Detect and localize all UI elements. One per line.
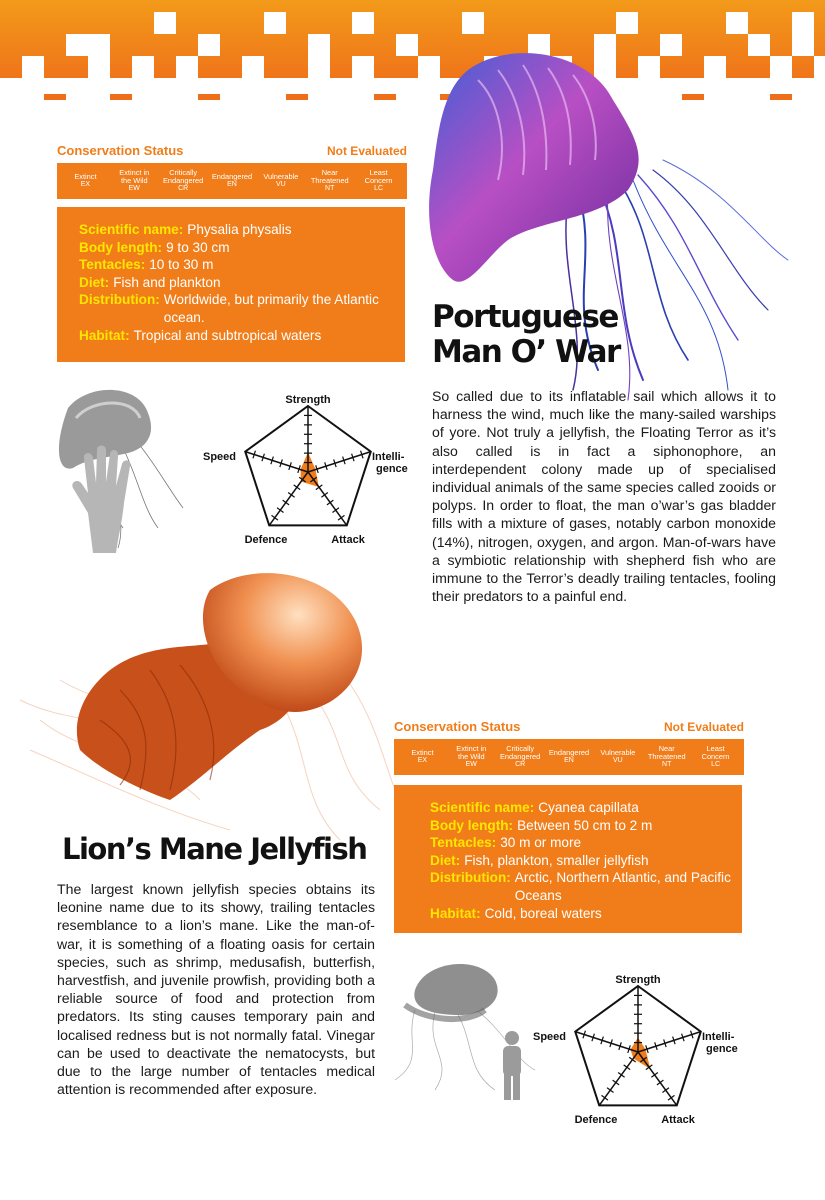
- status-lc: [691, 739, 740, 775]
- status-code: NT: [325, 185, 335, 193]
- fact-value: Physalia physalis: [187, 222, 292, 237]
- fact-row: [79, 256, 397, 274]
- status-code: CR: [178, 185, 189, 193]
- status-name: Threatened: [310, 175, 349, 185]
- fact-value: Between 50 cm to 2 m: [517, 817, 653, 833]
- status-name: Least: [706, 743, 725, 753]
- status-nt: [305, 163, 354, 199]
- lions-mane-stats-chart: [530, 970, 745, 1130]
- status-code: NT: [662, 761, 672, 769]
- status-nt: [642, 739, 691, 775]
- label-strength: Strength: [615, 974, 661, 986]
- label-intelligence: gence: [376, 463, 408, 475]
- status-vu: [593, 739, 642, 775]
- fact-row: [79, 221, 397, 239]
- fact-row: [79, 327, 397, 345]
- status-vu: [256, 163, 305, 199]
- fact-label: Body length:: [79, 239, 163, 255]
- status-ex: [61, 163, 110, 199]
- conservation-status-scale: [394, 739, 744, 775]
- fact-label: Habitat:: [79, 327, 130, 343]
- status-cr: [496, 739, 545, 775]
- status-lc: [354, 163, 403, 199]
- status-name: Extinct in: [119, 167, 150, 177]
- fact-value: Cold, boreal waters: [484, 905, 602, 921]
- status-name: Endangered: [163, 175, 204, 185]
- lions-mane-fact-box: [394, 785, 742, 933]
- fact-value: Tropical and subtropical waters: [133, 327, 322, 343]
- status-ew: [447, 739, 496, 775]
- fact-label: Diet:: [79, 274, 110, 290]
- fact-value: Fish, plankton, smaller jellyfish: [464, 852, 649, 868]
- fact-label: Distribution:: [79, 292, 160, 308]
- man-o-war-title-line2: Man O’ War: [432, 334, 620, 370]
- man-o-war-stats-chart: [200, 390, 415, 550]
- lions-mane-illustration: [0, 550, 400, 850]
- label-strength: Strength: [285, 394, 331, 406]
- status-cr: [159, 163, 208, 199]
- status-name: Near: [321, 167, 338, 177]
- status-name: Threatened: [647, 751, 686, 761]
- conservation-status-lions-mane: [394, 716, 744, 775]
- status-name: Extinct: [411, 747, 434, 757]
- fact-label: Diet:: [430, 852, 461, 868]
- label-attack: Attack: [661, 1114, 695, 1126]
- conservation-status-scale: [57, 163, 407, 199]
- label-defence: Defence: [244, 534, 288, 546]
- fact-label: Habitat:: [430, 905, 481, 921]
- status-name: Critically: [169, 167, 198, 177]
- status-name: Near: [658, 743, 675, 753]
- fact-row: [430, 799, 734, 817]
- fact-row: [430, 905, 734, 923]
- fact-label: Tentacles:: [430, 835, 497, 851]
- fact-label: Tentacles:: [79, 257, 146, 273]
- status-name: Concern: [364, 175, 393, 185]
- conservation-status-value: Not Evaluated: [326, 144, 407, 158]
- status-code: VU: [613, 757, 623, 764]
- label-intelligence: Intelli-: [702, 1031, 735, 1043]
- status-name: Critically: [506, 743, 535, 753]
- man-o-war-size-comparison: [48, 378, 198, 558]
- fact-value: 30 m or more: [500, 835, 582, 851]
- status-name: the Wild: [120, 175, 148, 185]
- status-name: Endangered: [211, 171, 253, 181]
- lions-mane-title: Lion’s Mane Jellyfish: [62, 832, 367, 866]
- conservation-status-man-o-war: [57, 140, 407, 199]
- status-ex: [398, 739, 447, 775]
- fact-value: Cyanea capillata: [538, 800, 639, 815]
- status-name: Extinct: [74, 171, 97, 181]
- status-code: EW: [465, 761, 477, 769]
- fact-row: [430, 834, 734, 852]
- status-code: VU: [276, 181, 286, 188]
- status-en: [208, 163, 257, 199]
- label-attack: Attack: [331, 534, 365, 546]
- lions-mane-size-comparison: [385, 950, 545, 1100]
- label-intelligence: Intelli-: [372, 451, 405, 463]
- fact-value: 9 to 30 cm: [166, 239, 230, 255]
- fact-row: [430, 817, 734, 835]
- lions-mane-description: The largest known jellyfish species obtains its leonine name due to its showy, trailing tentacles resemblance to a lion’s mane. Like the man-of-war, it is something of a floating oasis for certain species, such as shrimp, medusafish, butterfish, harvestfish, and juvenile prowfish, providing both a reliable source of food and protection from predators. Its sting causes temporary pain and localised redness but is not normally fatal. Vinegar can be used to deactivate the nematocysts, but due to the large number of tentacles medical attention is recommended after exposure.: [57, 881, 375, 1098]
- fact-value: Worldwide, but primarily the Atlantic ocean.: [163, 292, 379, 325]
- fact-value: 10 to 30 m: [149, 257, 214, 273]
- conservation-status-value: Not Evaluated: [663, 720, 744, 734]
- fact-row: [79, 274, 397, 292]
- status-code: EN: [227, 181, 237, 188]
- status-name: Vulnerable: [600, 747, 636, 757]
- status-code: LC: [374, 185, 384, 193]
- conservation-status-title: Conservation Status: [394, 719, 521, 734]
- fact-row: [430, 869, 734, 904]
- fact-label: Distribution:: [430, 870, 511, 886]
- fact-value: Fish and plankton: [113, 274, 221, 290]
- status-code: EW: [128, 185, 140, 193]
- man-o-war-description: So called due to its inflatable sail which allows it to harness the wind, much like the many-sailed warships of yore. Not truly a jellyfish, the Floating Terror as it’s also called is in fact a siphonophore, an interdependent colony made up of specialised individual animals of the same species called zooids or polyps. In order to float, the man o’war’s gas bladder fills with a mixture of gases, notably carbon monoxide (14%), nitrogen, oxygen, and argon. Man-of-wars have a symbiotic relationship with shepherd fish who are immune to the Terror’s deadly trailing tentacles, fooling their predators to a painful end.: [432, 388, 776, 605]
- status-name: the Wild: [457, 751, 485, 761]
- man-o-war-fact-box: [57, 207, 405, 362]
- fact-label: Scientific name:: [79, 222, 184, 237]
- status-ew: [110, 163, 159, 199]
- status-name: Endangered: [500, 751, 541, 761]
- label-defence: Defence: [574, 1114, 618, 1126]
- fact-row: [79, 291, 397, 326]
- status-name: Endangered: [548, 747, 590, 757]
- status-en: [545, 739, 594, 775]
- status-code: EN: [564, 757, 574, 764]
- status-name: Concern: [701, 751, 730, 761]
- fact-row: [430, 852, 734, 870]
- status-name: Vulnerable: [263, 171, 299, 181]
- label-speed: Speed: [202, 451, 236, 463]
- status-code: LC: [711, 761, 721, 769]
- fact-row: [79, 239, 397, 257]
- conservation-status-title: Conservation Status: [57, 143, 184, 158]
- fact-label: Body length:: [430, 817, 514, 833]
- status-name: Least: [369, 167, 388, 177]
- label-speed: Speed: [532, 1031, 566, 1043]
- fact-label: Scientific name:: [430, 800, 535, 815]
- status-code: CR: [515, 761, 526, 769]
- status-code: EX: [417, 757, 428, 764]
- status-name: Extinct in: [456, 743, 487, 753]
- man-o-war-title-line1: Portuguese: [432, 299, 618, 335]
- label-intelligence: gence: [706, 1043, 738, 1055]
- fact-value: Arctic, Northern Atlantic, and Pacific Oceans: [514, 870, 731, 903]
- man-o-war-title: [432, 300, 620, 370]
- status-code: EX: [80, 181, 91, 188]
